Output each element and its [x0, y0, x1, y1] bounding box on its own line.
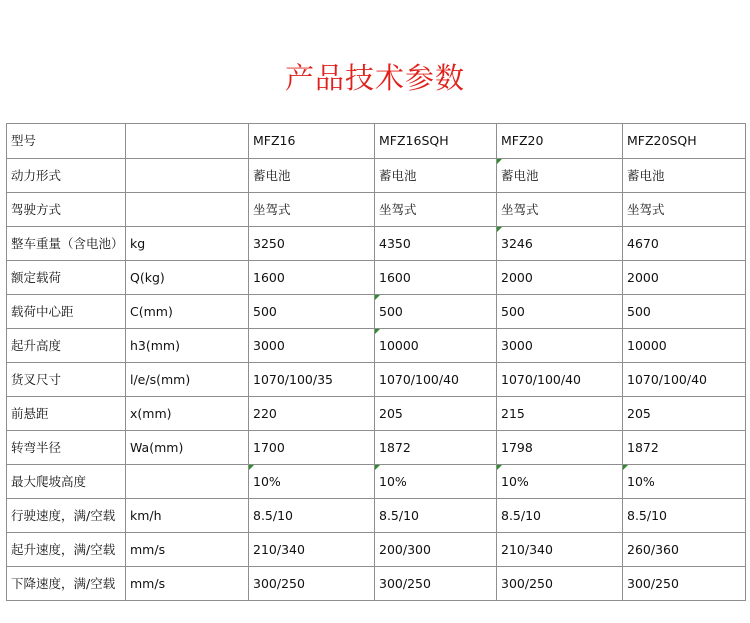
- unit-cell: x(mm): [126, 397, 249, 431]
- value-cell: 205: [375, 397, 497, 431]
- row-label-cell: 下降速度，满/空载: [7, 567, 126, 601]
- value-cell: 蓄电池: [623, 159, 746, 193]
- unit-cell: mm/s: [126, 567, 249, 601]
- row-label-cell: 驾驶方式: [7, 193, 126, 227]
- table-row: [7, 295, 746, 329]
- table-row: [7, 193, 746, 227]
- table-row: [7, 329, 746, 363]
- value-cell: 500: [249, 295, 375, 329]
- value-cell: 500: [497, 295, 623, 329]
- value-cell: 1872: [375, 431, 497, 465]
- value-cell: 3000: [497, 329, 623, 363]
- value-cell: 1700: [249, 431, 375, 465]
- value-cell: 坐驾式: [497, 193, 623, 227]
- unit-cell: Q(kg): [126, 261, 249, 295]
- row-label-cell: 整车重量（含电池）: [7, 227, 126, 261]
- value-cell: 10000: [623, 329, 746, 363]
- unit-cell: C(mm): [126, 295, 249, 329]
- header-cell: MFZ20SQH: [623, 124, 746, 159]
- unit-cell: l/e/s(mm): [126, 363, 249, 397]
- value-cell: 3250: [249, 227, 375, 261]
- value-cell: 1600: [375, 261, 497, 295]
- value-cell: 10%: [375, 465, 497, 499]
- table-row: [7, 227, 746, 261]
- value-cell: 205: [623, 397, 746, 431]
- value-cell: 1070/100/40: [375, 363, 497, 397]
- row-label-cell: 载荷中心距: [7, 295, 126, 329]
- value-cell: 3000: [249, 329, 375, 363]
- value-cell: 4350: [375, 227, 497, 261]
- row-label-cell: 货叉尺寸: [7, 363, 126, 397]
- table-row: [7, 465, 746, 499]
- page-title: 产品技术参数: [284, 61, 465, 95]
- value-cell: 300/250: [497, 567, 623, 601]
- header-cell: MFZ20: [497, 124, 623, 159]
- value-cell: 10%: [497, 465, 623, 499]
- value-cell: 2000: [497, 261, 623, 295]
- value-cell: 1070/100/35: [249, 363, 375, 397]
- row-label-cell: 前悬距: [7, 397, 126, 431]
- unit-cell: [126, 193, 249, 227]
- value-cell: 蓄电池: [249, 159, 375, 193]
- value-cell: 坐驾式: [623, 193, 746, 227]
- table-row: [7, 363, 746, 397]
- unit-cell: mm/s: [126, 533, 249, 567]
- unit-cell: kg: [126, 227, 249, 261]
- value-cell: 蓄电池: [497, 159, 623, 193]
- row-label-cell: 额定载荷: [7, 261, 126, 295]
- unit-cell: [126, 465, 249, 499]
- table-row: [7, 499, 746, 533]
- value-cell: 2000: [623, 261, 746, 295]
- value-cell: 坐驾式: [375, 193, 497, 227]
- row-label-cell: 转弯半径: [7, 431, 126, 465]
- value-cell: 1070/100/40: [497, 363, 623, 397]
- value-cell: 10%: [249, 465, 375, 499]
- value-cell: 260/360: [623, 533, 746, 567]
- table-row: [7, 397, 746, 431]
- unit-cell: h3(mm): [126, 329, 249, 363]
- value-cell: 220: [249, 397, 375, 431]
- value-cell: 坐驾式: [249, 193, 375, 227]
- value-cell: 300/250: [375, 567, 497, 601]
- unit-cell: Wa(mm): [126, 431, 249, 465]
- table-row: [7, 567, 746, 601]
- value-cell: 8.5/10: [249, 499, 375, 533]
- value-cell: 500: [375, 295, 497, 329]
- row-label-cell: 动力形式: [7, 159, 126, 193]
- value-cell: 10%: [623, 465, 746, 499]
- value-cell: 8.5/10: [497, 499, 623, 533]
- value-cell: 210/340: [497, 533, 623, 567]
- value-cell: 8.5/10: [375, 499, 497, 533]
- value-cell: 8.5/10: [623, 499, 746, 533]
- value-cell: 1798: [497, 431, 623, 465]
- header-cell: MFZ16SQH: [375, 124, 497, 159]
- unit-cell: km/h: [126, 499, 249, 533]
- spec-table: [6, 123, 746, 601]
- row-label-cell: 起升高度: [7, 329, 126, 363]
- value-cell: 4670: [623, 227, 746, 261]
- value-cell: 300/250: [249, 567, 375, 601]
- row-label-cell: 行驶速度，满/空载: [7, 499, 126, 533]
- value-cell: 蓄电池: [375, 159, 497, 193]
- value-cell: 215: [497, 397, 623, 431]
- header-cell: MFZ16: [249, 124, 375, 159]
- value-cell: 210/340: [249, 533, 375, 567]
- table-row: [7, 159, 746, 193]
- value-cell: 200/300: [375, 533, 497, 567]
- value-cell: 1600: [249, 261, 375, 295]
- value-cell: 300/250: [623, 567, 746, 601]
- value-cell: 3246: [497, 227, 623, 261]
- table-row: [7, 533, 746, 567]
- value-cell: 500: [623, 295, 746, 329]
- row-label-cell: 起升速度，满/空载: [7, 533, 126, 567]
- row-label-cell: 最大爬坡高度: [7, 465, 126, 499]
- table-header-row: [7, 124, 746, 159]
- table-row: [7, 261, 746, 295]
- value-cell: 10000: [375, 329, 497, 363]
- header-cell: [126, 124, 249, 159]
- value-cell: 1872: [623, 431, 746, 465]
- unit-cell: [126, 159, 249, 193]
- value-cell: 1070/100/40: [623, 363, 746, 397]
- header-cell: 型号: [7, 124, 126, 159]
- table-row: [7, 431, 746, 465]
